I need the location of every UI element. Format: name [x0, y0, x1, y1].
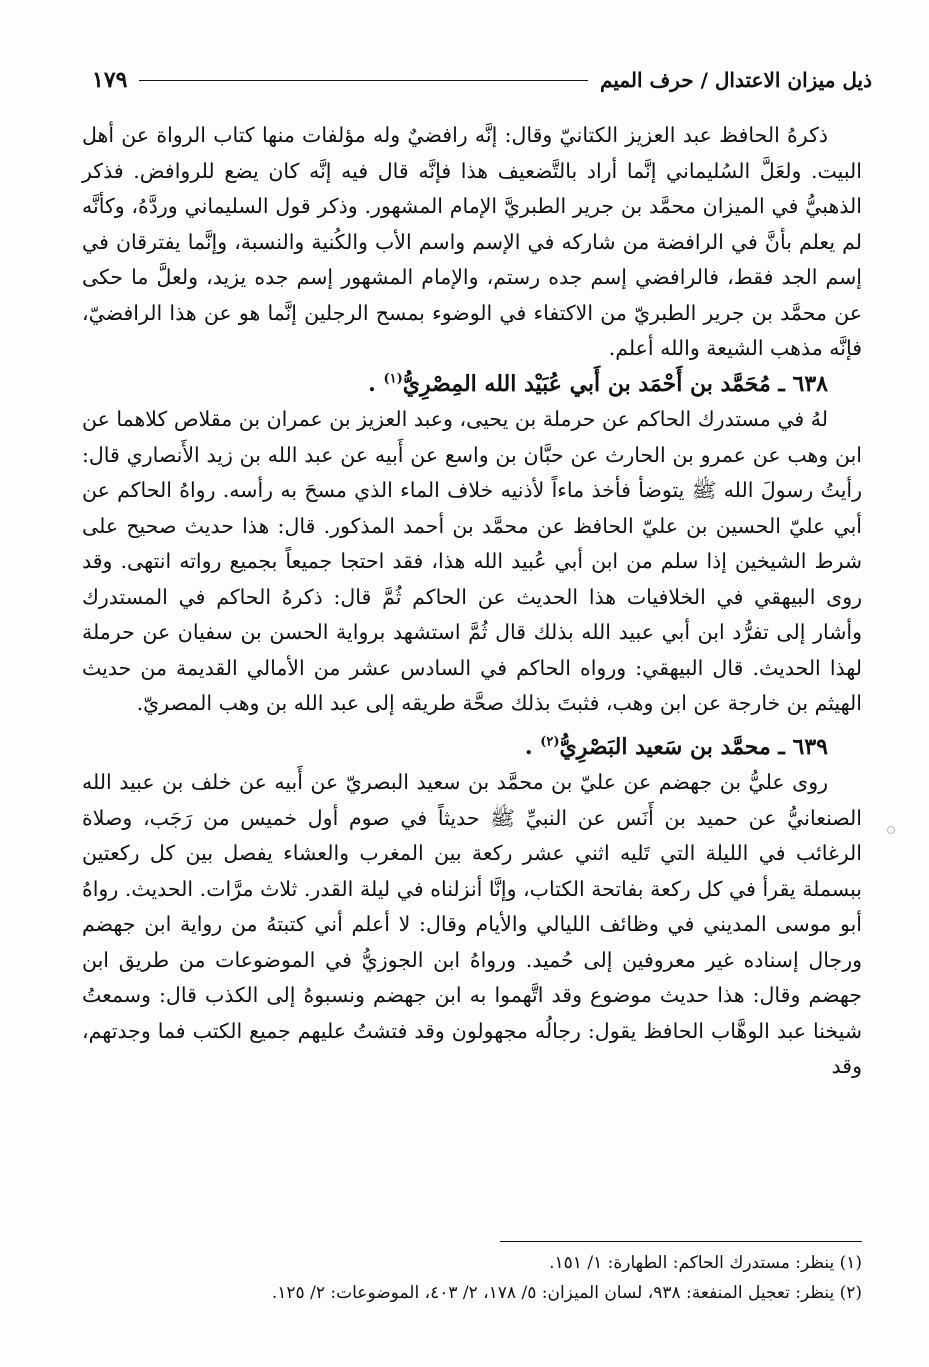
- footnote: (٢) ينظر: تعجيل المنفعة: ٩٣٨، لسان الميزان: ٥/ ١٧٨، ٢/ ٤٠٣، الموضوعات: ٢/ ١٢٥.: [271, 1283, 862, 1303]
- footnote-separator: [500, 1241, 862, 1242]
- page-number: ١٧٩: [92, 67, 128, 93]
- footnote: (١) ينظر: مستدرك الحاكم: الطهارة: ١/ ١٥١.: [549, 1253, 862, 1273]
- entry-title-end: .: [368, 370, 376, 397]
- entry-heading: [82, 730, 862, 766]
- header-rule: [139, 80, 588, 81]
- entry-title-end: .: [524, 733, 533, 760]
- running-title: ذيل ميزان الاعتدال / حرف الميم: [600, 68, 872, 92]
- footnotes: [150, 1248, 862, 1308]
- body-paragraph: ذكرهُ الحافظ عبد العزيز الكتانيّ وقال: إنَّه رافضيٌ وله مؤلفات منها كتاب الرواة عن أهل البيت. ولعَلَّ السُليماني إنَّما أراد بالتَّضعيف هذا فإنَّه قال فيه إنَّه كان يضع للروافض. فذكر الذهبيُّ في الميزان محمَّد بن جرير الطبريَّ الإمام المشهور. وذكر قول السليماني وردَّهُ، وكأنَّه لم يعلم بأنَّ في الرافضة من شاركه في الإسم واسم الأب والكُنية والنسبة، وإنَّما يفترقان في إسم الجد فقط، فالرافضي إسم جده رستم، والإمام المشهور إسم جده يزيد، ولعلَّ ما حكى عن محمَّد بن جرير الطبريّ من الاكتفاء في الوضوء بمسح الرجلين إنَّما هو عن هذا الرافضيّ، فإنَّه مذهب الشيعة والله أعلم.: [82, 123, 862, 360]
- page-body: [82, 118, 862, 1085]
- entry-heading: [82, 367, 862, 403]
- running-header: [92, 60, 872, 100]
- body-paragraph: لهُ في مستدرك الحاكم عن حرملة بن يحيى، وعبد العزيز بن عمران بن مقلاص كلاهما عن ابن وهب عن عمرو بن الحارث عن حبَّان بن واسع عن أَبيه عن عبد الله بن زيد الأَنصاري قال: رأيتُ رسولَ الله ﷺ يتوضأ فأخذ ماءاً لأذنيه خلاف الماء الذي مسحَ به رأسه. رواهُ الحاكم عن أبي عليّ الحسين بن عليّ الحافظ عن محمَّد بن أحمد المذكور. قال: هذا حديث صحيح على شرط الشيخين إذا سلم من ابن أبي عُبيد الله هذا، فقد احتجا جميعاً بجميع رواته انتهى. وقد روى البيهقي في الخلافيات هذا الحديث عن الحاكم ثُمَّ قال: ذكرهُ الحاكم في المستدرك وأشار إلى تفرُّد ابن أبي عبيد الله بذلك قال ثُمَّ استشهد برواية الحسن بن سفيان عن حرملة لهذا الحديث. قال البيهقي: ورواه الحاكم في السادس عشر من الأمالي القديمة من حديث الهيثم بن خارجة عن ابن وهب، فثبتَ بذلك صحَّة طريقه إلى عبد الله بن وهب المصريّ.: [82, 407, 862, 715]
- body-paragraph: روى عليُّ بن جهضم عن عليّ بن محمَّد بن سعيد البصريّ عن أَبيه عن خلف بن عبيد الله الصنعانيُّ عن حميد بن أَنَس عن النبيِّ ﷺ حديثاً في صوم أول خميس من رَجَب، وصلاة الرغائب في الليلة التي تَليه اثني عشر ركعة بين المغرب والعشاء يفصل بين كل ركعتين ببسملة يقرأ في كل ركعة بفاتحة الكتاب، وإنَّا أنزلناه في ليلة القدر. ثلاث مرَّات. الحديث. رواهُ أبو موسى المديني في وظائف الليالي والأيام وقال: لا أعلم أني كتبتهُ من رواية ابن جهضم ورجال إسناده غير معروفين إلى حُميد. ورواهُ ابن الجوزيُّ في الموضوعات من طريق ابن جهضم وقال: هذا حديث موضوع وقد اتَّهموا به ابن جهضم ونسبوهُ إلى الكذب قال: وسمعتُ شيخنا عبد الوهَّاب الحافظ يقول: رجالُه مجهولون وقد فتشتُ عليهم جميع الكتب فما وجدتهم، وقد: [82, 770, 862, 1078]
- scan-speck: [887, 826, 895, 834]
- footnote-ref: (١): [383, 371, 403, 387]
- entry-title: ٦٣٨ ـ مُحَمَّد بن أَحْمَد بن أَبي عُبَيْد الله المِصْرِيُّ: [402, 370, 828, 397]
- entry-title: ٦٣٩ ـ محمَّد بن سَعيد البَصْرِيُّ: [559, 733, 828, 760]
- footnote-ref: (٢): [540, 734, 560, 750]
